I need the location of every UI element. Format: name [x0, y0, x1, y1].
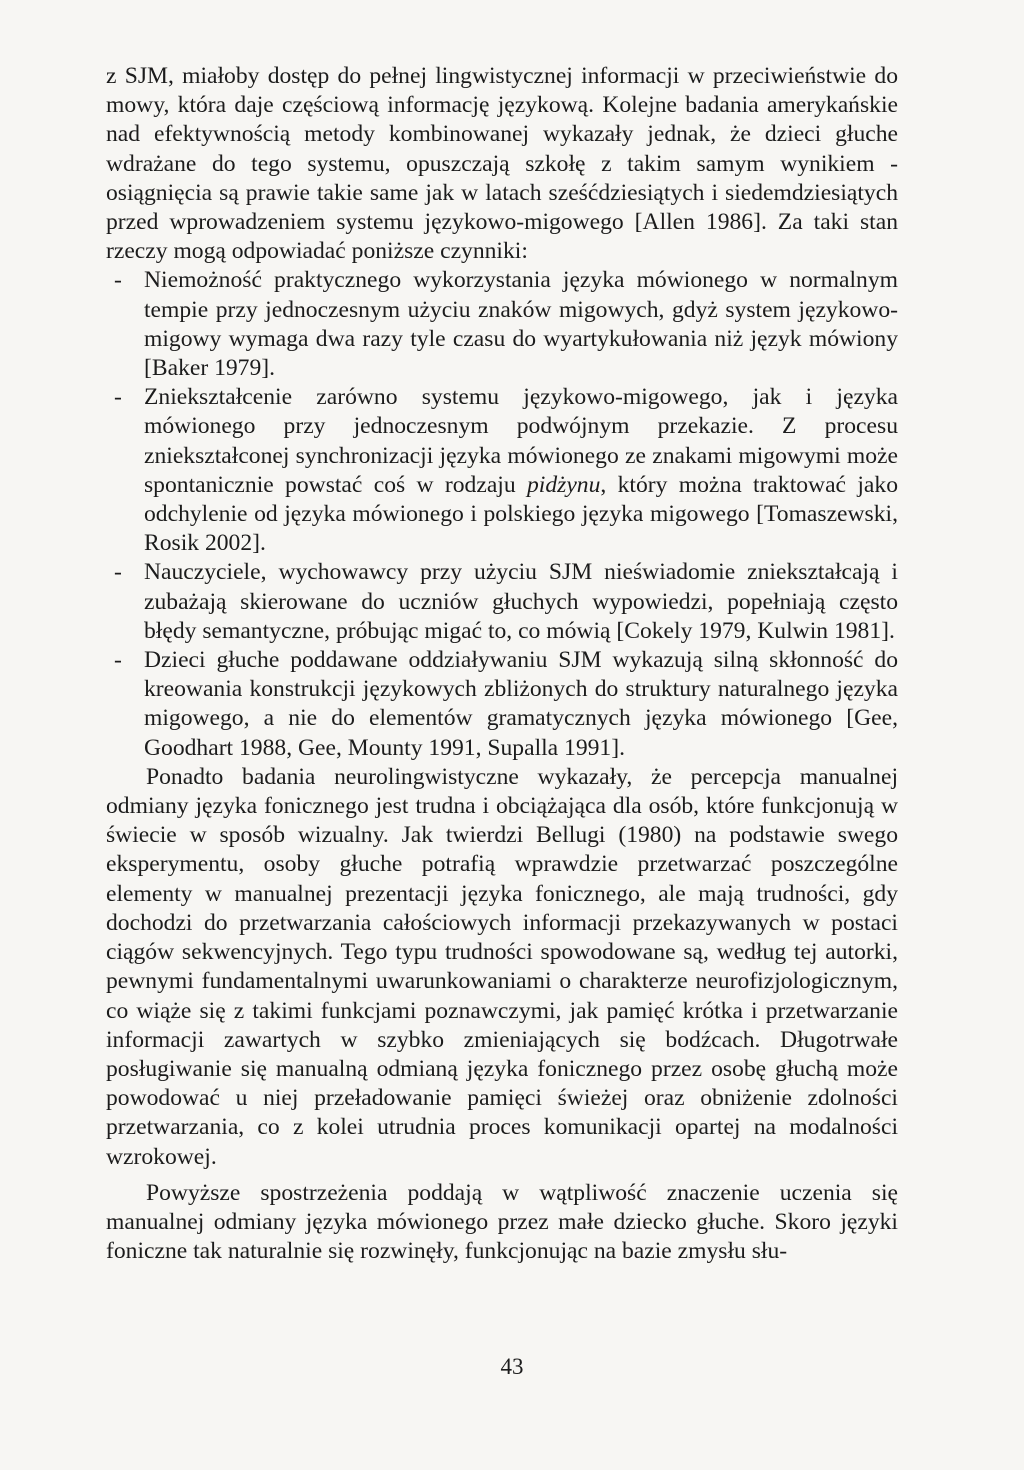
- paragraph-conclusion: Powyższe spostrzeżenia poddają w wątpliwość znaczenie uczenia się manualnej odmiany języka mówionego przez małe dziecko głuche. Skoro języki foniczne tak naturalnie się rozwinęły, funkcjonując na bazie zmysłu słu-: [106, 1179, 898, 1265]
- list-item-text: Nauczyciele, wychowawcy przy użyciu SJM nieświadomie zniekształcają i zubażają skierowane do uczniów głuchych wypowiedzi, popełniają często błędy semantyczne, próbując migać to, co mówią [Cokely 1979, Kulwin 1981].: [144, 559, 898, 644]
- list-item-text: Zniekształcenie zarówno systemu językowo-migowego, jak i języka mówionego przy jednoczesnym podwójnym przekazie. Z procesu zniekształconej synchronizacji języka mówionego ze znakami migowymi może spontanicznie powstać coś w rodzaju: [144, 384, 898, 498]
- list-item-text: Dzieci głuche poddawane oddziaływaniu SJM wykazują silną skłonność do kreowania konstrukcji językowych zbliżonych do struktury naturalnego języka migowego, a nie do elementów gramatycznych języka mówionego [Gee, Goodhart 1988, Gee, Mounty 1991, Supalla 1991].: [144, 647, 898, 761]
- list-item-text: , który można traktować jako odchylenie od języka mówionego i polskiego języka migowego [Tomaszewski, Rosik 2002].: [144, 471, 898, 557]
- body-text: [106, 62, 898, 1266]
- dash-bullet: -: [114, 267, 122, 294]
- list-item: [106, 646, 898, 763]
- intro-paragraph: z SJM, miałoby dostęp do pełnej lingwistycznej informacji w przeciwieństwie do mowy, która daje częściową informację językową. Kolejne badania amerykańskie nad efektywnością metody kombinowanej wykazały jednak, że dzieci głuche wdrażane do tego systemu, opuszczają szkołę z takim samym wynikiem - osiągnięcia są prawie takie same jak w latach sześćdziesiątych i siedemdziesiątych przed wprowadzeniem systemu językowo-migowego [Allen 1986]. Za taki stan rzeczy mogą odpowiadać poniższe czynniki:: [106, 63, 898, 265]
- factor-list: [106, 266, 898, 762]
- list-item-text: Niemożność praktycznego wykorzystania języka mówionego w normalnym tempie przy jednoczesnym użyciu znaków migowych, gdyż system językowo-migowy wymaga dwa razy tyle czasu do wyartykułowania niż język mówiony [Baker 1979].: [144, 267, 898, 382]
- list-item: [106, 266, 898, 383]
- list-item: [106, 383, 898, 558]
- page-number: 43: [500, 1354, 524, 1379]
- list-item: [106, 558, 898, 646]
- dash-bullet: -: [114, 559, 122, 586]
- dash-bullet: -: [114, 384, 122, 411]
- italic-term: pidżynu: [526, 471, 601, 498]
- dash-bullet: -: [114, 647, 122, 674]
- paragraph-neurolinguistics: Ponadto badania neurolingwistyczne wykazały, że percepcja manualnej odmiany języka fonicznego jest trudna i obciążająca dla osób, które funkcjonują w świecie w sposób wizualny. Jak twierdzi Bellugi (1980) na podstawie swego eksperymentu, osoby głuche potrafią wprawdzie przetwarzać poszczególne elementy w manualnej prezentacji języka fonicznego, ale mają trudności, gdy dochodzi do przetwarzania całościowych informacji przekazywanych w postaci ciągów sekwencyjnych. Tego typu trudności spowodowane są, według tej autorki, pewnymi fundamentalnymi uwarunkowaniami o charakterze neurofizjologicznym, co wiąże się z takimi funkcjami poznawczymi, jak pamięć krótka i przetwarzanie informacji zawartych w szybko zmieniających się bodźcach. Długotrwałe posługiwanie się manualną odmianą języka fonicznego przez osobę głuchą może powodować u niej przeładowanie pamięci świeżej oraz obniżenie zdolności przetwarzania, co z kolei utrudnia proces komunikacji opartej na modalności wzrokowej.: [106, 763, 898, 1170]
